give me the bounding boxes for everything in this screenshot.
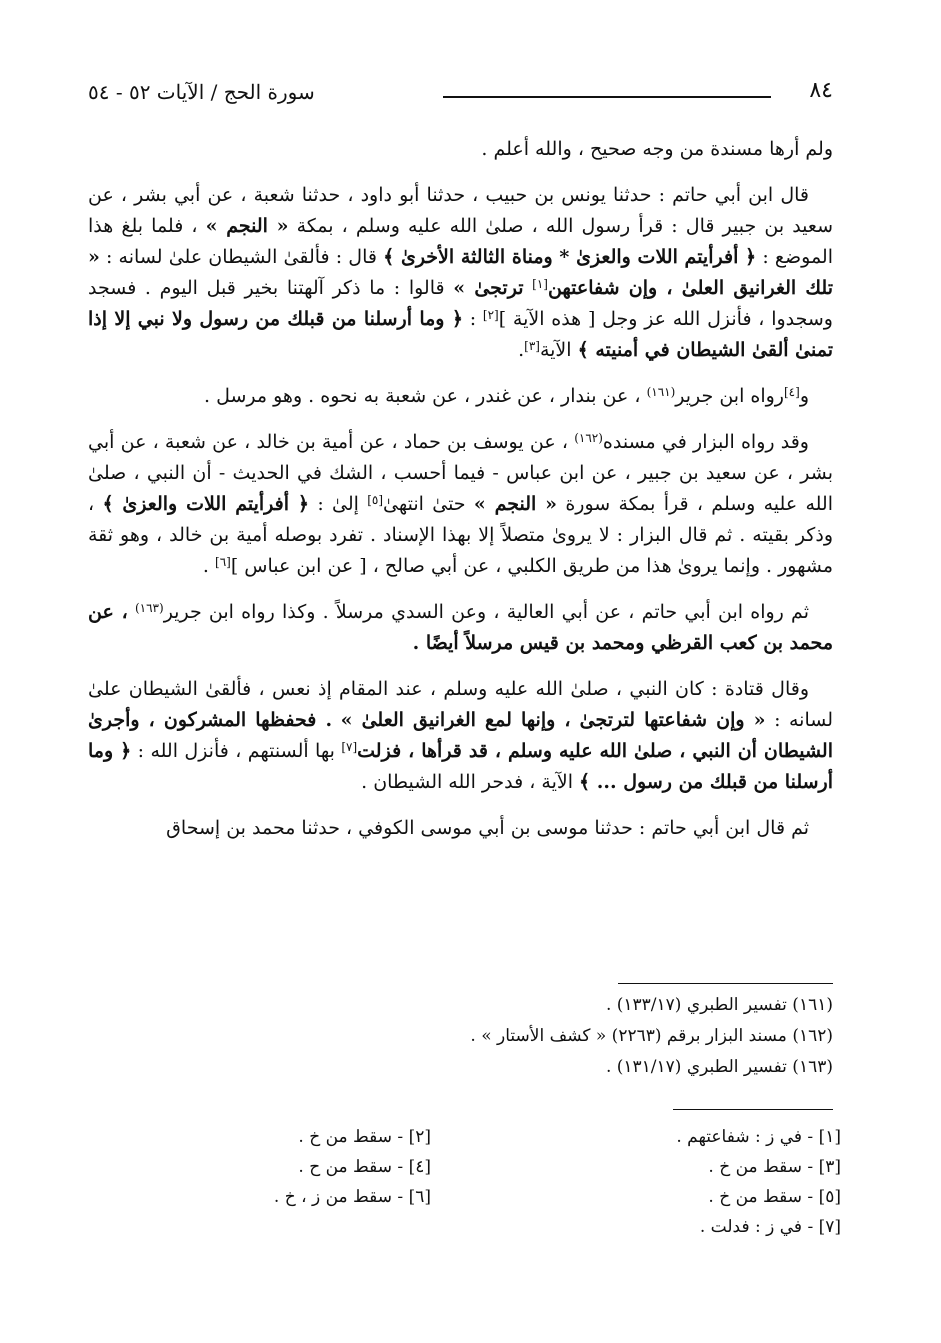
footnotes [333,990,833,1083]
quoted-text: « وإن شفاعتها لترتجىٰ ، وإنها لمع الغرانيق العلىٰ » [340,709,766,731]
text-run: ، فلما بلغ هذا الموضع : [88,215,833,268]
text-run: . [518,339,525,361]
text-run: ، وذكر بقيته . ثم قال البزار : لا يروىٰ متصلاً إلا بهذا الإسناد . تفرد بوصله أمية بن خالد ، وهو ثقة مشهور . وإنما يروىٰ هذا من طريق الكلبي ، عن أبي صالح ، [ عن ابن عباس ] [88,493,833,577]
text-run: و [799,385,809,407]
variant-note-2: [٢] - سقط من خ . [298,1127,431,1147]
quran-quote: ﴿ أفرأيتم اللات والعزىٰ ﴾ [102,493,310,515]
text-run: وقال قتادة : كان النبي ، صلىٰ الله عليه وسلم ، عند المقام إذ نعس ، فألقىٰ الشيطان علىٰ لسانه : [88,678,833,731]
variant-note-6: [٦] - سقط من ز ، خ . [273,1187,431,1207]
paragraph-5 [88,597,833,659]
paragraph-7: ثم قال ابن أبي حاتم : حدثنا موسى بن أبي موسى الكوفي ، حدثنا محمد بن إسحاق [166,817,809,839]
footnote-161: (١٦١) تفسير الطبري (١٣٣/١٧) . [605,995,833,1015]
variant-notes-left-column [211,1122,431,1212]
text-run: قالوا : ما ذكر آلهتنا بخير قبل اليوم . فسجد وسجدوا ، فأنزل الله عز وجل [ هذه الآية ] [88,277,833,330]
surah-name: « النجم » [473,493,558,515]
variant-notes-divider [673,1109,833,1110]
quoted-text: « تلك الغرانيق العلىٰ ، وإن شفاعتهن [88,246,833,299]
footnote-ref: (١٦٢) [574,431,603,445]
text-run: وقد رواه البزار في مسنده [602,431,809,453]
surah-title: سورة الحج / الآيات ٥٢ - ٥٤ [88,80,315,104]
text-run: ، عن يوسف بن حماد ، عن أمية بن خالد ، عن شعبة ، عن أبي بشر ، عن سعيد بن جبير ، عن ابن عباس - فيما أحسب ، الشك في الحديث - أن النبي ، صلىٰ الله عليه وسلم ، قرأ بمكة سورة [88,431,833,515]
header-rule [443,96,771,98]
variant-ref: [٥] [367,493,384,507]
text-run: ، عن بندار ، عن غندر ، عن شعبة به نحوه . وهو مرسل . [204,385,641,407]
text-run: . فحفظها المشركون ، وأجرىٰ الشيطان أن النبي ، صلىٰ الله عليه وسلم ، قد قرأها ، فزلت [88,709,834,762]
variant-note-4: [٤] - سقط من ح . [298,1157,431,1177]
variant-ref: [٢] [482,308,499,322]
quran-quote: ﴿ أفرأيتم اللات والعزىٰ * ومناة الثالثة الأخرىٰ ﴾ [383,246,757,268]
variant-notes-right-column [541,1122,841,1242]
text-run: إلىٰ : [317,493,359,515]
footnote-ref: (١٦٣) [134,601,164,615]
main-text [88,134,833,859]
text-run: الآية [539,339,572,361]
page-number: ٨٤ [809,78,833,103]
variant-ref: [٤] [783,385,800,399]
paragraph-1: ولم أرها مسندة من وجه صحيح ، والله أعلم . [481,138,833,160]
text-run: ثم رواه ابن أبي حاتم ، عن أبي العالية ، وعن السدي مرسلاً . وكذا رواه ابن جرير [163,601,809,623]
variant-ref: [٣] [524,339,540,353]
text-run: قال : فألقىٰ الشيطان علىٰ لسانه : [106,246,377,268]
footnote-163: (١٦٣) تفسير الطبري (١٣١/١٧) . [605,1057,833,1077]
footnote-ref: (١٦١) [646,385,676,399]
footnote-divider [618,983,833,984]
footnote-162: (١٦٢) مسند البزار برقم (٢٢٦٣) « كشف الأستار » . [470,1026,833,1046]
variant-note-5: [٥] - سقط من خ . [708,1187,841,1207]
quoted-text: ترتجىٰ » [453,277,524,299]
variant-ref: [٧] [341,740,358,754]
variant-note-3: [٣] - سقط من خ . [708,1157,841,1177]
text-run: حتىٰ انتهىٰ [383,493,466,515]
text-run: بها ألسنتهم ، فأنزل الله : [137,740,335,762]
variant-ref: [٦] [215,555,231,569]
text-run: : [469,308,477,330]
variant-note-1: [١] - في ز : شفاعتهم . [676,1127,841,1147]
quran-quote: ﴿ وما أرسلنا من قبلك من رسول ... ﴾ [88,740,833,793]
text-run: قال ابن أبي حاتم : حدثنا يونس بن حبيب ، حدثنا أبو داود ، حدثنا شعبة ، عن أبي بشر ، عن سعيد بن جبير قال : قرأ رسول الله ، صلىٰ الله عليه وسلم ، بمكة [88,184,833,237]
variant-ref: [١] [532,277,548,291]
text-run: رواه ابن جرير [675,385,784,407]
surah-name: « النجم » [205,215,289,237]
text-run: الآية ، فدحر الله الشيطان . [361,771,573,793]
paragraph-4 [88,427,833,582]
variant-note-7: [٧] - في ز : فدلت . [699,1217,841,1237]
page-header [88,78,833,118]
text-run: . [202,555,209,577]
paragraph-6 [88,674,833,798]
text-run: ، عن محمد بن كعب القرظي ومحمد بن قيس مرسلاً أيضًا . [88,601,833,654]
quran-quote: ﴿ وما أرسلنا من قبلك من رسول ولا نبي إلا إذا تمنىٰ ألقىٰ الشيطان في أمنيته ﴾ [88,308,833,361]
paragraph-2 [88,180,833,366]
paragraph-3 [88,381,833,412]
